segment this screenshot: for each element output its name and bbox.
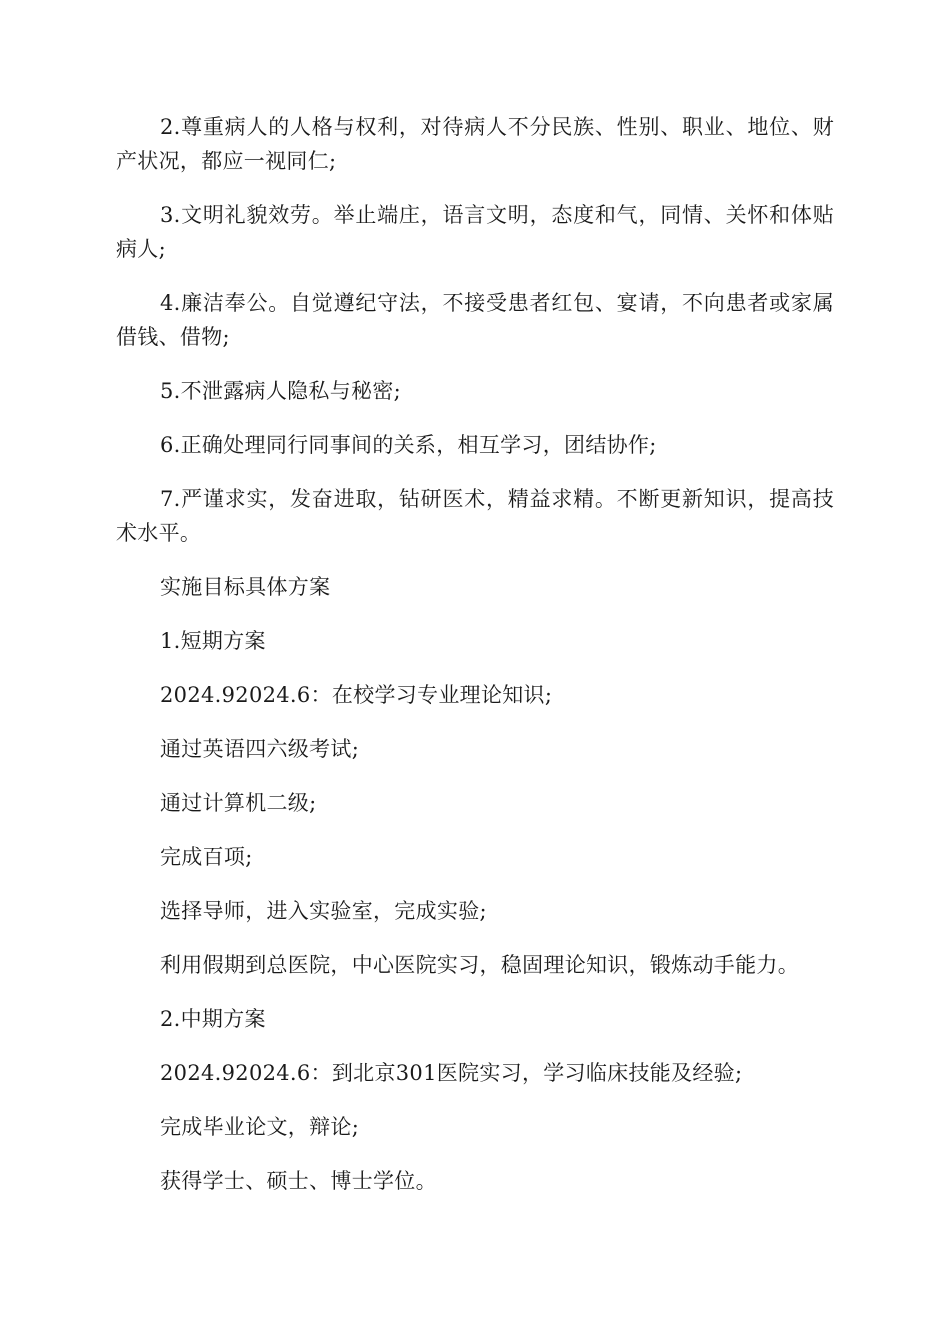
paragraph-ethics-3: 3.文明礼貌效劳。举止端庄，语言文明，态度和气，同情、关怀和体贴病人; — [116, 203, 834, 261]
paragraph-mid-term-3: 获得学士、硕士、博士学位。 — [160, 1169, 437, 1193]
paragraph-ethics-2: 2.尊重病人的人格与权利，对待病人不分民族、性别、职业、地位、财产状况，都应一视同仁; — [116, 115, 834, 173]
paragraph-mid-term-2: 完成毕业论文，辩论; — [160, 1115, 360, 1139]
paragraph-ethics-5: 5.不泄露病人隐私与秘密; — [160, 379, 402, 403]
paragraph-short-term-2: 通过英语四六级考试; — [160, 737, 360, 761]
paragraph-short-term-6: 利用假期到总医院，中心医院实习，稳固理论知识，锻炼动手能力。 — [160, 953, 799, 977]
paragraph-short-term-3: 通过计算机二级; — [160, 791, 317, 815]
subheading-mid-term: 2.中期方案 — [160, 1007, 266, 1031]
document-body — [116, 110, 834, 1198]
paragraph-short-term-1: 2024.92024.6：在校学习专业理论知识; — [160, 683, 553, 707]
paragraph-short-term-5: 选择导师，进入实验室，完成实验; — [160, 899, 487, 923]
paragraph-ethics-6: 6.正确处理同行同事间的关系，相互学习，团结协作; — [160, 433, 657, 457]
paragraph-ethics-7: 7.严谨求实，发奋进取，钻研医术，精益求精。不断更新知识，提高技术水平。 — [116, 487, 834, 545]
subheading-short-term: 1.短期方案 — [160, 629, 266, 653]
paragraph-mid-term-1: 2024.92024.6：到北京301医院实习，学习临床技能及经验; — [160, 1061, 743, 1085]
section-heading-plan: 实施目标具体方案 — [160, 575, 331, 599]
paragraph-short-term-4: 完成百项; — [160, 845, 253, 869]
paragraph-ethics-4: 4.廉洁奉公。自觉遵纪守法，不接受患者红包、宴请，不向患者或家属借钱、借物; — [116, 291, 834, 349]
